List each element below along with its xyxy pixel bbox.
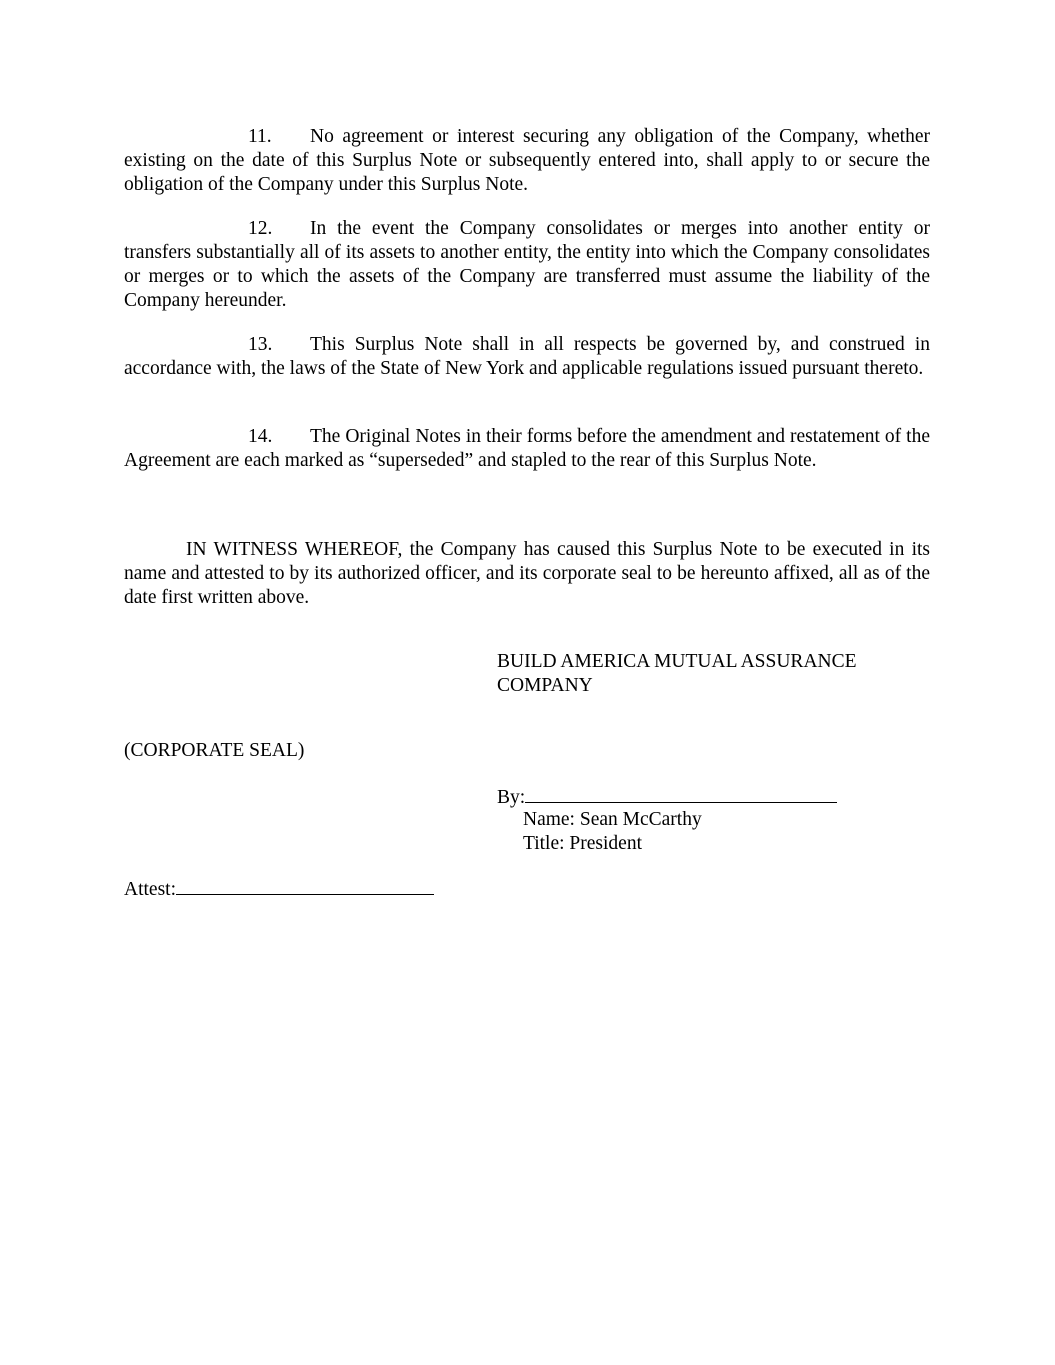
by-signature-line xyxy=(497,784,837,810)
paragraph-11 xyxy=(124,125,930,197)
paragraph-text: In the event the Company consolidates or merges into another entity or transfers substantially all of its assets to another entity, the entity into which the Company consolidates or merges or to which the assets of the Company are transferred must assume the liability of the Company hereunder. xyxy=(124,218,930,311)
paragraph-text: The Original Notes in their forms before the amendment and restatement of the Agreement are each marked as “superseded” and stapled to the rear of this Surplus Note. xyxy=(124,426,930,471)
paragraph-13 xyxy=(124,333,930,381)
paragraph-text: This Surplus Note shall in all respects be governed by, and construed in accordance with, the laws of the State of New York and applicable regulations issued pursuant thereto. xyxy=(124,334,930,379)
attest-signature-line xyxy=(124,876,434,902)
company-name-line-1: BUILD AMERICA MUTUAL ASSURANCE xyxy=(497,651,857,672)
witness-paragraph: IN WITNESS WHEREOF, the Company has caused this Surplus Note to be executed in its name and attested to by its authorized officer, and its corporate seal to be hereunto affixed, all as of the date first written above. xyxy=(124,539,930,608)
paragraph-12 xyxy=(124,217,930,313)
paragraph-number: 12. xyxy=(248,218,273,239)
attest-signature-blank xyxy=(176,876,434,895)
attest-label: Attest: xyxy=(124,879,176,900)
signer-name: Name: Sean McCarthy xyxy=(523,809,702,830)
by-signature-blank xyxy=(525,784,837,803)
paragraph-14 xyxy=(124,425,930,473)
corporate-seal-label: (CORPORATE SEAL) xyxy=(124,740,305,761)
paragraph-number: 13. xyxy=(248,334,273,355)
by-label: By: xyxy=(497,787,526,808)
paragraph-number: 11. xyxy=(248,126,272,147)
signer-title: Title: President xyxy=(523,833,642,854)
company-name-line-2: COMPANY xyxy=(497,675,593,696)
paragraph-text: No agreement or interest securing any obligation of the Company, whether existing on the date of this Surplus Note or subsequently entered into, shall apply to or secure the obligation of the Company under this Surplus Note. xyxy=(124,126,930,195)
paragraph-number: 14. xyxy=(248,426,273,447)
